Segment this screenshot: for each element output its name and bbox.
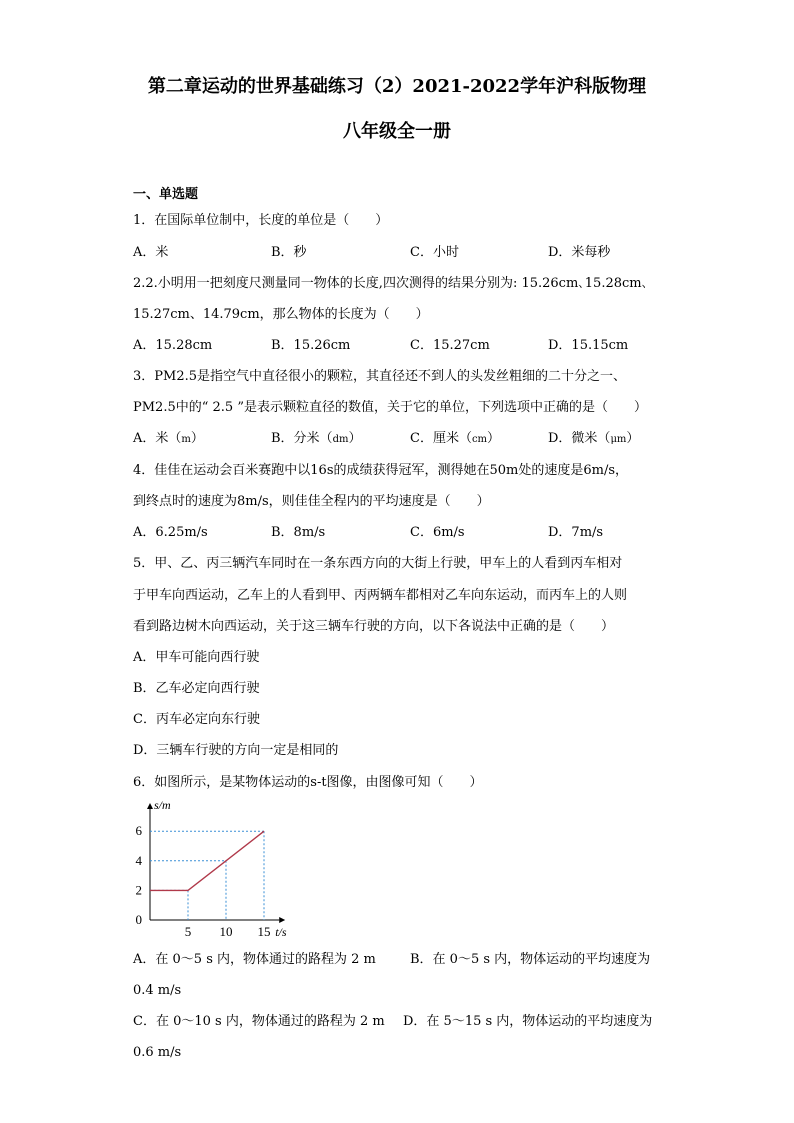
q5-stem-line1: 5．甲、乙、丙三辆汽车同时在一条东西方向的大街上行驶，甲车上的人看到丙车相对	[133, 556, 623, 571]
x-tick-label: 5	[184, 924, 192, 939]
q1-option-d[interactable]: D．米每秒	[548, 245, 611, 260]
q1-stem: 1．在国际单位制中，长度的单位是（ ）	[133, 213, 389, 228]
x-tick-label: 15	[257, 924, 271, 939]
q6-option-d-line2: 0.6 m/s	[133, 1045, 182, 1060]
q6-stem: 6．如图所示，是某物体运动的s-t图像，由图像可知（ ）	[133, 775, 483, 790]
x-tick-label: 10	[219, 924, 233, 939]
q2-option-d[interactable]: D．15.15cm	[548, 338, 629, 353]
q2-stem-line2: 15.27cm、14.79cm，那么物体的长度为（ ）	[133, 307, 429, 322]
doc-title-line2: 八年级全一册	[343, 121, 451, 142]
section-heading: 一、单选题	[133, 187, 199, 202]
q3-option-a-close: ）	[190, 431, 204, 446]
q3-option-b-label: B．分米（	[271, 431, 333, 446]
y-tick-label: 4	[135, 852, 142, 868]
q3-option-c[interactable]	[410, 430, 500, 449]
q4-option-c[interactable]: C．6m/s	[410, 525, 465, 540]
q3-option-c-unit: cm	[471, 434, 488, 445]
doc-title-line1: 第二章运动的世界基础练习（2）2021-2022学年沪科版物理	[147, 76, 647, 97]
q2-option-b[interactable]: B．15.26cm	[271, 338, 351, 353]
q4-option-b[interactable]: B．8m/s	[271, 525, 326, 540]
q5-stem-line2: 于甲车向西运动，乙车上的人看到甲、丙两辆车都相对乙车向东运动，而丙车上的人则	[133, 588, 628, 603]
q3-option-d[interactable]	[548, 430, 639, 449]
q1-option-c[interactable]: C．小时	[410, 245, 459, 260]
q6-option-a[interactable]: A．在 0～5 s 内，物体通过的路程为 2 m	[133, 952, 376, 967]
q3-option-c-label: C．厘米（	[410, 431, 472, 446]
q3-options	[0, 430, 794, 448]
y-axis-label: s/m	[154, 798, 171, 812]
q3-option-d-close: ）	[626, 431, 640, 446]
q2-stem-line1: 2.2.小明用一把刻度尺测量同一物体的长度,四次测得的结果分别为: 15.26cm､15.28cm､	[133, 276, 649, 291]
q2-options	[0, 337, 794, 355]
q3-option-a-unit: m	[181, 434, 191, 445]
q5-option-b[interactable]: B．乙车必定向西行驶	[133, 681, 260, 696]
q1-options	[0, 244, 794, 262]
q6-option-b-line2: 0.4 m/s	[133, 983, 182, 998]
q3-option-b-unit: dm	[332, 434, 349, 445]
q4-stem-line2: 到终点时的速度为8m/s，则佳佳全程内的平均速度是（ ）	[133, 494, 490, 509]
q3-option-b[interactable]	[271, 430, 361, 449]
q3-stem-line2: PM2.5中的“ 2.5 ”是表示颗粒直径的数值，关于它的单位，下列选项中正确的是（ ）	[133, 400, 647, 415]
y-tick-label: 2	[135, 882, 142, 898]
q3-option-d-unit: μm	[610, 434, 627, 445]
q1-option-a[interactable]: A．米	[133, 245, 169, 260]
q2-option-a[interactable]: A．15.28cm	[133, 338, 213, 353]
q4-option-d[interactable]: D．7m/s	[548, 525, 604, 540]
q3-option-a-label: A．米（	[133, 431, 182, 446]
q6-option-d-line1[interactable]: D．在 5～15 s 内，物体运动的平均速度为	[403, 1014, 653, 1029]
q5-option-a[interactable]: A．甲车可能向西行驶	[133, 650, 260, 665]
q3-option-d-label: D．微米（	[548, 431, 611, 446]
q1-option-b[interactable]: B．秒	[271, 245, 307, 260]
q6-option-b-line1[interactable]: B．在 0～5 s 内，物体运动的平均速度为	[410, 952, 651, 967]
q3-option-b-close: ）	[348, 431, 362, 446]
y-tick-label: 6	[135, 823, 142, 839]
x-axis-arrow	[279, 917, 285, 923]
q2-option-c[interactable]: C．15.27cm	[410, 338, 490, 353]
q3-stem-line1: 3．PM2.5是指空气中直径很小的颗粒，其直径还不到人的头发丝粗细的二十分之一、	[133, 369, 627, 384]
q4-option-a[interactable]: A．6.25m/s	[133, 525, 208, 540]
q3-option-a[interactable]	[133, 430, 204, 449]
x-axis-label: t/s	[275, 925, 287, 939]
q4-stem-line1: 4．佳佳在运动会百米赛跑中以16s的成绩获得冠军，测得她在50m处的速度是6m/s，	[133, 463, 629, 478]
q5-option-d[interactable]: D．三辆车行驶的方向一定是相同的	[133, 743, 339, 758]
q3-option-c-close: ）	[487, 431, 501, 446]
q6-option-c[interactable]: C．在 0～10 s 内，物体通过的路程为 2 m	[133, 1014, 385, 1029]
q4-options	[0, 524, 794, 542]
y-axis-arrow	[147, 803, 153, 809]
q5-option-c[interactable]: C．丙车必定向东行驶	[133, 712, 260, 727]
q5-stem-line3: 看到路边树木向西运动，关于这三辆车行驶的方向，以下各说法中正确的是（ ）	[133, 619, 615, 634]
y-tick-label: 0	[135, 912, 142, 927]
st-graph	[128, 798, 298, 943]
